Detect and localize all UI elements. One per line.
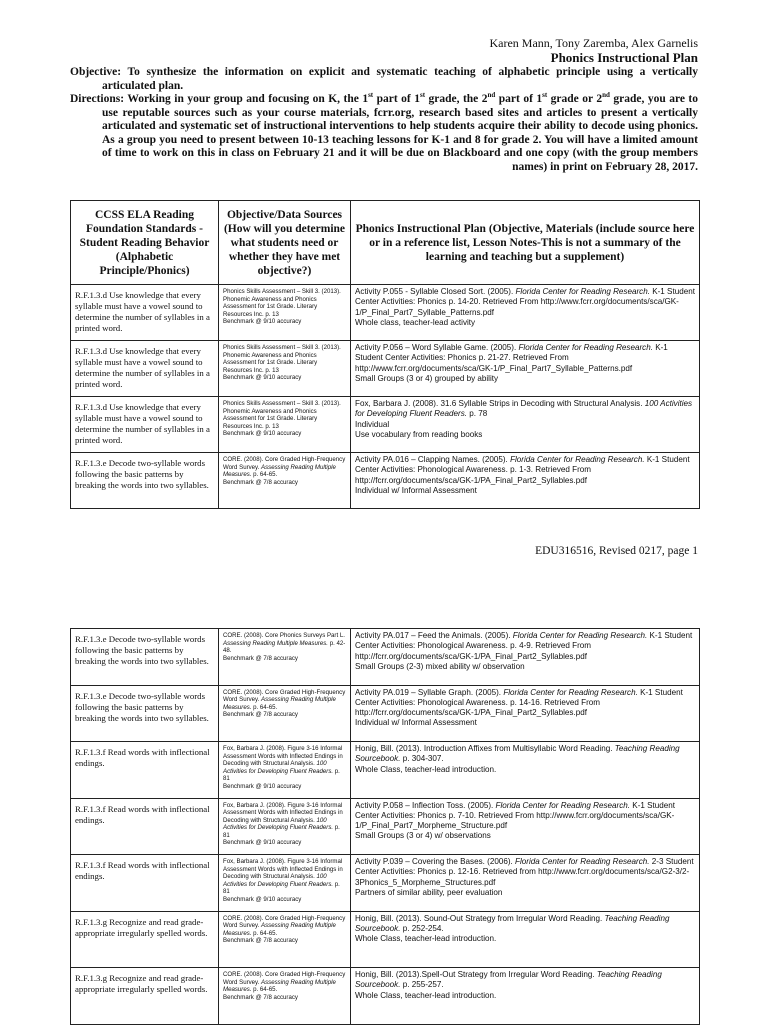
table-row [71, 685, 700, 742]
source-pages: p. 42-48. [223, 639, 346, 655]
source-pages: p. 64-65. [251, 929, 278, 937]
plan-notes: Individual w/ Informal Assessment [355, 718, 477, 728]
plan-citation: Honig, Bill. (2013).Spell-Out Strategy from Irregular Word Reading. [355, 970, 597, 979]
standard-cell: R.F.1.3.f Read words with inflectional endings. [71, 798, 219, 855]
standard-cell: R.F.1.3.g Recognize and read grade-appropriate irregularly spelled words. [71, 911, 219, 968]
source-citation: Fox, Barbara J. (2008). Figure 3-16 Informal Assessment Words with Inflected Endings in Decoding with Structural Analysis. [223, 858, 343, 881]
plan-source-title: Florida Center for Reading Research. [495, 800, 631, 810]
standard-cell: R.F.1.3.d Use knowledge that every syllable must have a vowel sound to determine the number of syllables in a printed word. [71, 341, 219, 397]
benchmark: Benchmark @ 7/8 accuracy [223, 993, 298, 1001]
plan-citation: Activity P.056 – Word Syllable Game. (2005). [355, 343, 519, 352]
plan-cell [351, 798, 700, 855]
plan-source-title: Teaching Reading Sourcebook. [355, 970, 662, 990]
plan-cell [351, 911, 700, 968]
source-title: 100 Activities for Developing Fluent Readers. [223, 873, 334, 888]
objective-paragraph: Objective: To synthesize the information on explicit and systematic teaching of alphabetic principle using a vertically articulated plan. [70, 66, 698, 92]
source-citation: CORE. (2008). Core Phonics Surveys Part L. [223, 632, 345, 639]
plan-details: p. 304-307. [400, 754, 444, 764]
benchmark: Benchmark @ 9/10 accuracy [223, 895, 302, 903]
plan-citation: Honig, Bill. (2013). Introduction Affixes from Multisyllabic Word Reading. [355, 744, 615, 753]
page-footer: EDU316516, Revised 0217, page 1 [535, 545, 698, 557]
source-title: Assessing Reading Multiple Measures. [223, 978, 336, 994]
data-source-cell [219, 453, 351, 509]
plan-cell [351, 968, 700, 1025]
source-title: Assessing Reading Multiple Measures. [223, 463, 336, 479]
plan-source-title: Florida Center for Reading Research. [515, 287, 650, 296]
plan-cell [351, 397, 700, 453]
benchmark: Benchmark @ 9/10 accuracy [223, 839, 302, 847]
source-pages: p. 81 [223, 767, 340, 783]
plan-notes: Individual Use vocabulary from reading books [355, 419, 483, 439]
table-row [71, 911, 700, 968]
plan-source-title: Florida Center for Reading Research. [512, 631, 648, 640]
plan-citation: Activity PA.019 – Syllable Graph. (2005). [355, 687, 504, 697]
table-body-page2 [71, 629, 700, 1025]
benchmark: Benchmark @ 7/8 accuracy [223, 478, 298, 486]
data-source-cell [219, 285, 351, 341]
plan-citation: Activity P.039 – Covering the Bases. (2006). [355, 857, 516, 866]
plan-cell [351, 629, 700, 686]
table-body-page1 [71, 285, 700, 509]
benchmark: Benchmark @ 9/10 accuracy [223, 318, 302, 326]
benchmark: Benchmark @ 7/8 accuracy [223, 937, 298, 945]
plan-notes: Small Groups (3 or 4) w/ observations [355, 831, 491, 841]
authors: Karen Mann, Tony Zaremba, Alex Garnelis [489, 36, 698, 50]
source-citation: CORE. (2008). Core Graded High-Frequency Word Survey. [223, 971, 346, 986]
source-title: 100 Activities for Developing Fluent Readers. [223, 760, 334, 775]
benchmark: Benchmark @ 9/10 accuracy [223, 430, 302, 438]
standard-cell: R.F.1.3.d Use knowledge that every syllable must have a vowel sound to determine the number of syllables in a printed word. [71, 285, 219, 341]
plan-citation: Activity P.055 - Syllable Closed Sort. (2005). [355, 287, 516, 296]
plan-notes: Small Groups (3 or 4) grouped by ability [355, 373, 499, 383]
standard-cell: R.F.1.3.g Recognize and read grade-appropriate irregularly spelled words. [71, 968, 219, 1025]
header-plan: Phonics Instructional Plan (Objective, Materials (include source here or in a reference list, Lesson Notes-This is not a summary of the learning and teaching but a supplement) [351, 201, 700, 285]
plan-notes: Individual w/ Informal Assessment [355, 485, 477, 495]
directions-paragraph: Directions: Working in your group and focusing on K, the 1st part of 1st grade, the 2nd part of 1st grade or 2nd grade, you are to use reputable sources such as your course materials, fcrr.org, research based sites and articles to present a vertically articulated and systematic set of instructional interventions to help students acquire their ability to decode using phonics. As a group you need to present between 10-13 teaching lessons for K-1 and 8 for grade 2. You will have a limited amount of time to work on this in class on February 21 and it will be due on Blackboard and one copy (with the group members names) in print on February 28, 2017. [70, 91, 698, 173]
plan-details: K-1 Student Center Activities: Phonics p. 21-27. Retrieved From http://www.fcrr.org/documents/sca/GK-1/P_Final_Part7_Syllable_Patterns.pdf [355, 343, 668, 373]
plan-notes: Whole Class, teacher-lead introduction. [355, 990, 497, 1000]
source-citation: Phonics Skills Assessment – Skill 3. (2013). Phonemic Awareness and Phonics Assessment for 1st Grade. Literary Resources Inc. p. 13 [223, 288, 341, 318]
data-source-cell [219, 341, 351, 397]
plan-details: K-1 Student Center Activities: Phonics p. 7-10. Retrieved From http://www.fcrr.org/documents/sca/GK-1/P_Final_Part7_Morpheme_Structure.pdf [355, 800, 676, 831]
source-citation: CORE. (2008). Core Graded High-Frequency Word Survey. [223, 688, 346, 704]
standard-cell: R.F.1.3.e Decode two-syllable words following the basic patterns by breaking the words into two syllables. [71, 629, 219, 686]
plan-source-title: Florida Center for Reading Research. [503, 687, 638, 697]
source-pages: p. 81 [223, 880, 340, 896]
plan-details: K-1 Student Center Activities: Phonological Awareness. p. 4-9. Retrieved From http://fcrr.org/documents/sca/GK-1/PA_Final_Part2_Syllables.pdf [355, 631, 693, 661]
benchmark: Benchmark @ 7/8 accuracy [223, 711, 298, 719]
source-pages: p. 64-65. [251, 471, 278, 479]
table-row [71, 629, 700, 686]
plan-source-title: Florida Center for Reading Research. [518, 343, 653, 352]
source-title: Assessing Reading Multiple Measures. [223, 922, 336, 937]
data-source-cell [219, 742, 351, 799]
benchmark: Benchmark @ 9/10 accuracy [223, 374, 302, 382]
plan-details: K-1 Student Center Activities: Phonological Awareness. p. 1-3. Retrieved From http://fcrr.org/documents/sca/GK-1/PA_Final_Part2_Syllables.pdf [355, 455, 690, 485]
plan-citation: Activity PA.017 – Feed the Animals. (2005). [355, 631, 513, 640]
plan-citation: Fox, Barbara J. (2008). 31.6 Syllable Strips in Decoding with Structural Analysis. [355, 399, 645, 408]
source-citation: CORE. (2008). Core Graded High-Frequency Word Survey. [223, 914, 346, 930]
plan-details: 2-3 Student Center Activities: Phonics p. 12-16. Retrieved from http://www.fcrr.org/documents/sca/G2-3/2-3Phonics_5_Morpheme_Structures.pdf [355, 857, 694, 887]
plan-cell [351, 285, 700, 341]
plan-source-title: Florida Center for Reading Research. [510, 455, 645, 464]
table-row [71, 742, 700, 799]
plan-notes: Small Groups (2-3) mixed ability w/ observation [355, 661, 525, 671]
source-citation: Phonics Skills Assessment – Skill 3. (2013). Phonemic Awareness and Phonics Assessment for 1st Grade. Literary Resources Inc. p. 13 [223, 400, 341, 430]
header-objective: Objective/Data Sources (How will you determine what students need or whether they have met objective?) [219, 201, 351, 285]
plan-source-title: 100 Activities for Developing Fluent Readers. [355, 399, 693, 419]
data-source-cell [219, 798, 351, 855]
plan-notes: Whole Class, teacher-lead introduction. [355, 934, 497, 944]
plan-cell [351, 855, 700, 912]
header-standards: CCSS ELA Reading Foundation Standards - Student Reading Behavior (Alphabetic Principle/Phonics) [71, 201, 219, 285]
source-title: Assessing Reading Multiple Measures. [223, 639, 328, 647]
standard-cell: R.F.1.3.e Decode two-syllable words following the basic patterns by breaking the words into two syllables. [71, 453, 219, 509]
data-source-cell [219, 968, 351, 1025]
data-source-cell [219, 685, 351, 742]
plan-details: K-1 Student Center Activities: Phonics p. 14-20. Retrieved From http://www.fcrr.org/documents/sca/GK-1/P_Final_Part7_Syllable_Patterns.pdf [355, 287, 695, 317]
benchmark: Benchmark @ 9/10 accuracy [223, 782, 302, 790]
plan-cell [351, 453, 700, 509]
source-citation: CORE. (2008). Core Graded High-Frequency Word Survey. [223, 456, 346, 471]
plan-notes: Partners of similar ability, peer evaluation [355, 887, 503, 897]
plan-source-title: Teaching Reading Sourcebook. [355, 744, 680, 764]
table-row [71, 855, 700, 912]
data-source-cell [219, 629, 351, 686]
plan-citation: Honig, Bill. (2013). Sound-Out Strategy from Irregular Word Reading. [355, 913, 605, 923]
plan-source-title: Teaching Reading Sourcebook. [355, 913, 670, 933]
instructional-plan-table-continued [70, 628, 700, 1025]
source-citation: Fox, Barbara J. (2008). Figure 3-16 Informal Assessment Words with Inflected Endings in Decoding with Structural Analysis. [223, 745, 343, 768]
data-source-cell [219, 911, 351, 968]
standard-cell: R.F.1.3.d Use knowledge that every syllable must have a vowel sound to determine the number of syllables in a printed word. [71, 397, 219, 453]
document-header [70, 36, 698, 174]
instructional-plan-table [70, 200, 700, 509]
source-title: 100 Activities for Developing Fluent Readers. [223, 816, 334, 832]
data-source-cell [219, 855, 351, 912]
plan-details: p. 78 [467, 409, 488, 419]
plan-title: Phonics Instructional Plan [550, 50, 698, 65]
plan-details: p. 255-257. [400, 980, 444, 990]
standard-cell: R.F.1.3.f Read words with inflectional endings. [71, 742, 219, 799]
data-source-cell [219, 397, 351, 453]
benchmark: Benchmark @ 7/8 accuracy [223, 654, 298, 662]
source-pages: p. 64-65. [251, 986, 278, 994]
plan-source-title: Florida Center for Reading Research. [515, 857, 650, 866]
table-row [71, 397, 700, 453]
plan-notes: Whole class, teacher-lead activity [355, 317, 476, 327]
table-header-row [71, 201, 700, 285]
plan-citation: Activity P.058 – Inflection Toss. (2005). [355, 800, 496, 810]
plan-cell [351, 341, 700, 397]
table-row [71, 341, 700, 397]
table-row [71, 453, 700, 509]
plan-notes: Whole Class, teacher-lead introduction. [355, 764, 497, 774]
table-row [71, 798, 700, 855]
source-pages: p. 81 [223, 824, 340, 839]
table-row [71, 968, 700, 1025]
plan-cell [351, 685, 700, 742]
plan-citation: Activity PA.016 – Clapping Names. (2005). [355, 455, 511, 464]
plan-cell [351, 742, 700, 799]
source-citation: Phonics Skills Assessment – Skill 3. (2013). Phonemic Awareness and Phonics Assessment for 1st Grade. Literary Resources Inc. p. 13 [223, 344, 341, 374]
source-pages: p. 64-65. [251, 703, 278, 711]
source-citation: Fox, Barbara J. (2008). Figure 3-16 Informal Assessment Words with Inflected Endings in Decoding with Structural Analysis. [223, 801, 343, 824]
standard-cell: R.F.1.3.e Decode two-syllable words following the basic patterns by breaking the words into two syllables. [71, 685, 219, 742]
table-row [71, 285, 700, 341]
source-title: Assessing Reading Multiple Measures. [223, 696, 336, 711]
standard-cell: R.F.1.3.f Read words with inflectional endings. [71, 855, 219, 912]
plan-details: p. 252-254. [400, 923, 444, 933]
plan-details: K-1 Student Center Activities: Phonological Awareness. p. 14-16. Retrieved From http://fcrr.org/documents/sca/GK-1/PA_Final_Part2_Syllables.pdf [355, 687, 683, 718]
